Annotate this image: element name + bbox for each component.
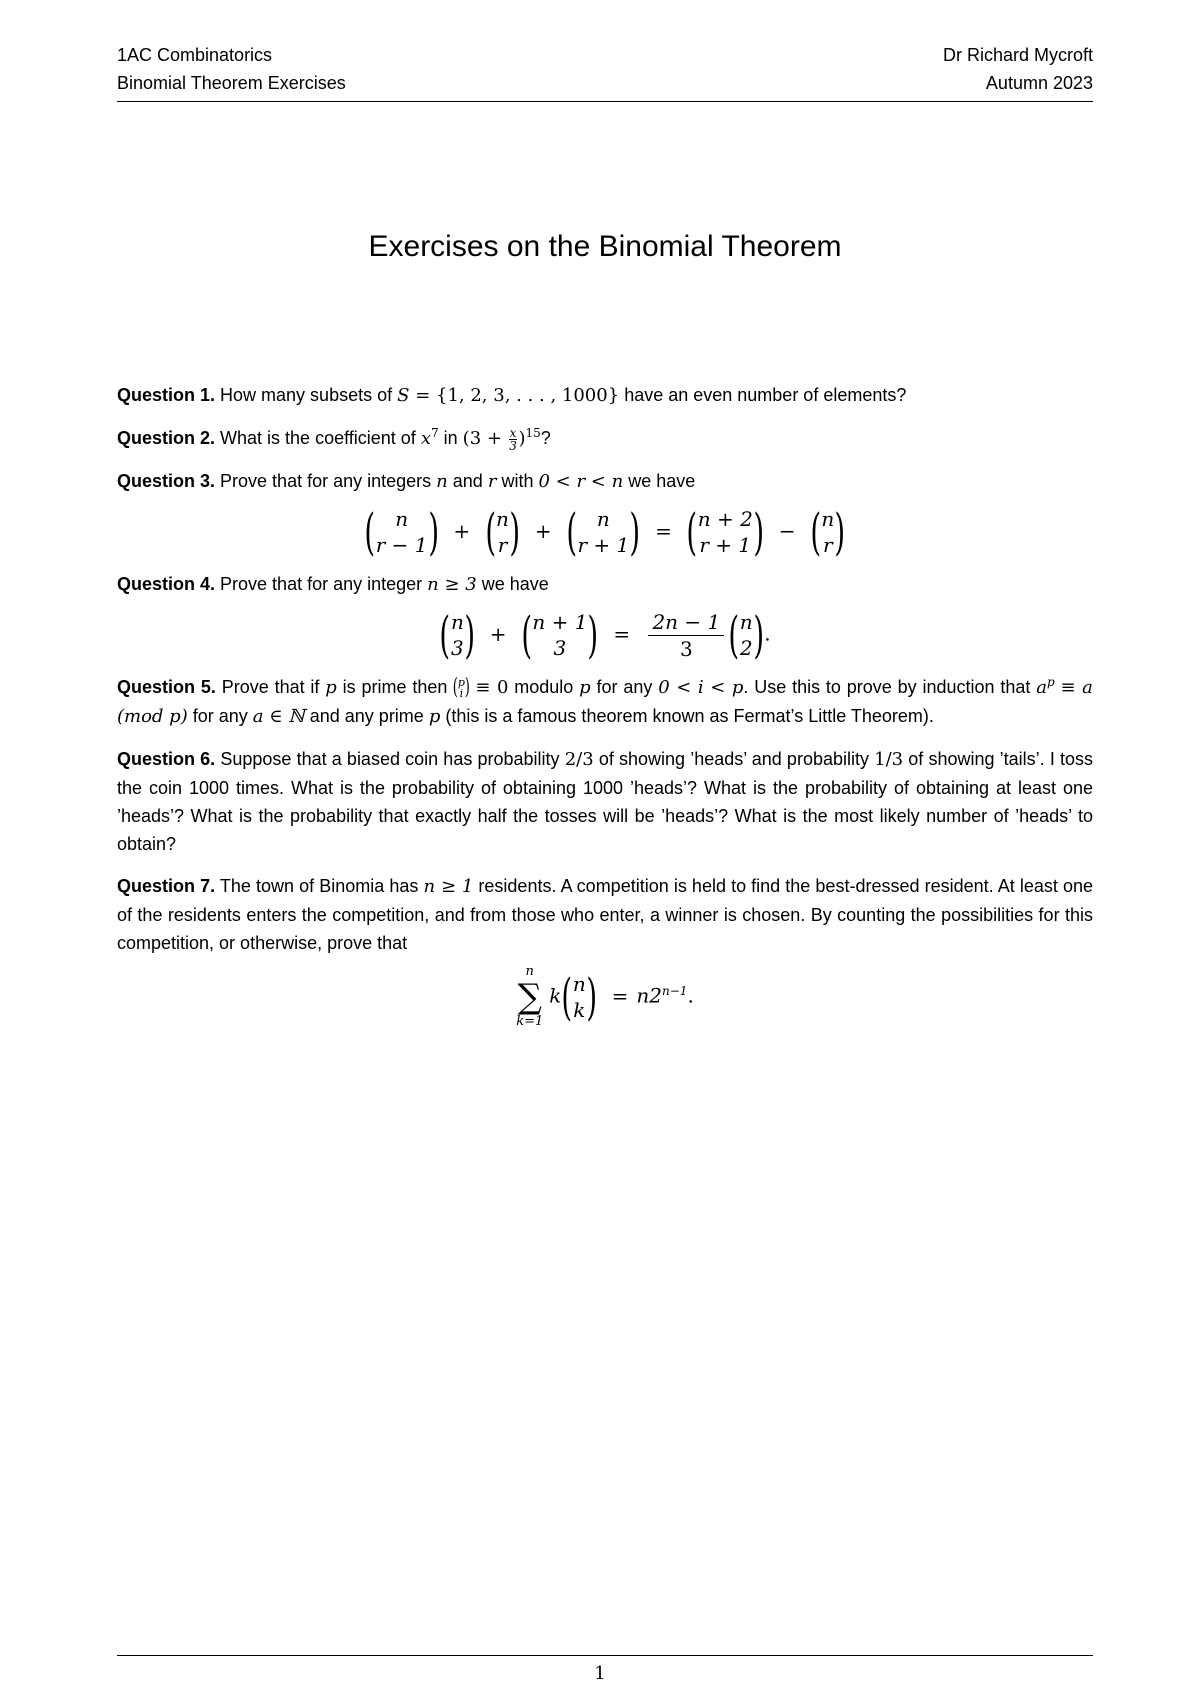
fraction — [648, 609, 724, 662]
binomial: ( n + 1 3 ) — [521, 606, 599, 664]
question-label: Question 5. — [117, 677, 216, 697]
question-text: with — [501, 471, 534, 491]
operator: = — [613, 621, 631, 646]
equation-q7 — [117, 965, 1093, 1029]
binomial-bottom: r — [497, 533, 508, 557]
sum-upper-limit: n — [525, 964, 534, 979]
math-inline: p — [579, 677, 591, 698]
question-text: Prove that for any integers — [220, 471, 432, 491]
binomial-bottom: r + 1 — [699, 533, 752, 557]
inline-fraction — [509, 427, 518, 452]
math-inline: 1/3 — [874, 749, 904, 770]
questions — [117, 381, 1093, 1039]
operator: + — [489, 621, 507, 646]
binomial-top: n — [739, 610, 753, 634]
question-5 — [117, 673, 1093, 731]
question-label: Question 3. — [117, 471, 216, 491]
operator: = — [655, 518, 672, 543]
question-label: Question 4. — [117, 574, 216, 594]
question-1 — [117, 381, 1093, 410]
question-text: The town of Binomia has — [219, 876, 419, 896]
binomial: ( n k ) — [561, 968, 597, 1026]
question-text: What is the coefficient of — [220, 428, 416, 448]
fraction-numerator: x — [509, 425, 517, 440]
math-inline: 0 < r < n — [538, 471, 624, 492]
fraction-denominator: 3 — [679, 636, 693, 661]
binomial-bottom: i — [459, 687, 464, 701]
math-inline: k — [549, 983, 562, 1008]
math-inline: n2 — [636, 983, 663, 1008]
question-label: Question 6. — [117, 749, 216, 769]
sum-symbol: ∑ — [517, 977, 542, 1017]
question-text: and any prime — [309, 706, 424, 726]
question-label: Question 7. — [117, 876, 216, 896]
question-text: of showing ’tails’. I toss the coin 1000 times. What is the probability of obtaining 1000 ’heads’? What is the probability of obtaining at least one ’heads’? What is the probability that exactly half the tosses will be ’heads’? What is the most likely number of ’heads’ to obtain? — [117, 749, 1094, 854]
question-text: Suppose that a biased coin has probability — [220, 749, 560, 769]
question-text: modulo — [514, 677, 574, 697]
binomial-top: n — [496, 507, 509, 531]
question-text: we have — [481, 574, 549, 594]
question-text: for any — [596, 677, 653, 697]
question-7 — [117, 872, 1093, 957]
question-text: Prove that for any integer — [220, 574, 423, 594]
question-label: Question 2. — [117, 428, 216, 448]
math-inline: p — [325, 677, 337, 698]
footer-rule — [117, 1655, 1093, 1656]
header-row-2 — [117, 73, 1093, 94]
question-text: we have — [628, 471, 696, 491]
operator: + — [534, 518, 552, 543]
math-inline: x — [420, 428, 431, 449]
question-text: ? — [540, 428, 551, 448]
question-text: in — [443, 428, 458, 448]
binomial-top: n — [596, 507, 610, 531]
fraction-denominator: 3 — [509, 438, 517, 453]
binomial-top: n — [395, 507, 409, 531]
math-inline: 0 < i < p — [658, 677, 744, 698]
author-name: Dr Richard Mycroft — [942, 45, 1093, 65]
binomial-top: n — [821, 507, 835, 531]
binomial: ( n r + 1 ) — [566, 503, 641, 561]
binomial-bottom: r — [822, 533, 833, 557]
math-inline: 2/3 — [564, 749, 594, 770]
math-inline: ≡ a (mod p) — [117, 677, 1093, 727]
question-text: for any — [192, 706, 248, 726]
math-inline: p — [428, 706, 441, 727]
math-inline: n ≥ 3 — [427, 574, 477, 595]
page-title: Exercises on the Binomial Theorem — [368, 230, 842, 263]
inline-binomial: ( p i ) — [452, 675, 470, 701]
math-inline: n ≥ 1 — [423, 876, 474, 897]
question-text: and — [452, 471, 483, 491]
question-text: How many subsets of — [220, 385, 393, 405]
punctuation: . — [687, 983, 694, 1008]
binomial-bottom: 2 — [739, 636, 753, 660]
math-inline: S — [397, 385, 410, 406]
question-text: (this is a famous theorem known as Fermat’s Little Theorem). — [445, 706, 934, 726]
math-superscript: 7 — [430, 426, 439, 440]
term: Autumn 2023 — [985, 73, 1093, 93]
question-text: have an even number of elements? — [624, 385, 907, 405]
math-superscript: 15 — [525, 426, 541, 440]
math-inline: n — [436, 471, 448, 492]
question-6 — [117, 745, 1093, 858]
binomial-top: n — [450, 610, 464, 634]
question-text: of showing ’heads’ and probability — [598, 749, 869, 769]
math-superscript: p — [1047, 675, 1055, 689]
math-inline: a — [1036, 677, 1047, 698]
binomial: ( n r ) — [810, 503, 846, 561]
equation-q4 — [117, 607, 1093, 663]
sum-lower-limit: k=1 — [516, 1014, 544, 1029]
question-text: . Use this to prove by induction that — [743, 677, 1031, 697]
binomial-top: n + 2 — [697, 507, 753, 531]
binomial: ( n 3 ) — [439, 606, 475, 664]
math-superscript: n−1 — [662, 983, 688, 998]
math-inline: (3 + — [462, 428, 508, 449]
question-4 — [117, 570, 1093, 599]
page-number: 1 — [594, 1663, 606, 1684]
binomial: ( n 2 ) — [728, 606, 764, 664]
header-rule — [117, 101, 1093, 102]
summation — [516, 965, 543, 1029]
math-inline: a ∈ ℕ — [252, 706, 305, 727]
punctuation: . — [764, 621, 771, 646]
operator: − — [778, 518, 796, 543]
math-inline: ≡ 0 — [475, 677, 509, 698]
question-label: Question 1. — [117, 385, 216, 405]
question-text: Prove that if — [221, 677, 320, 697]
math-inline: r — [487, 471, 497, 492]
binomial-bottom: r − 1 — [375, 533, 428, 557]
math-inline: = {1, 2, 3, . . . , 1000} — [409, 385, 620, 406]
sheet-subtitle: Binomial Theorem Exercises — [117, 73, 346, 93]
binomial-bottom: 3 — [553, 636, 567, 660]
binomial-bottom: 3 — [451, 636, 464, 660]
question-text: residents. A competition is held to find the best-dressed resident. At least one of the residents enters the competition, and from those who enter, a winner is chosen. By counting the possibilities for this competition, or otherwise, prove that — [117, 876, 1093, 953]
question-text: is prime then — [342, 677, 448, 697]
binomial-top: p — [457, 676, 465, 690]
course-name: 1AC Combinatorics — [117, 45, 273, 65]
binomial-bottom: k — [573, 998, 586, 1022]
question-3 — [117, 467, 1093, 496]
binomial: ( n r − 1 ) — [364, 503, 439, 561]
binomial-top: n — [572, 972, 586, 996]
binomial-top: n + 1 — [532, 610, 588, 634]
fraction-numerator: 2n − 1 — [648, 609, 724, 636]
equation-q3 — [117, 504, 1093, 560]
header-row-1 — [117, 45, 1093, 66]
math-inline: ) — [518, 428, 526, 449]
binomial: ( n + 2 r + 1 ) — [686, 503, 764, 561]
operator: + — [453, 518, 471, 543]
question-2 — [117, 424, 1093, 453]
binomial-bottom: r + 1 — [577, 533, 630, 557]
operator: = — [611, 983, 629, 1008]
binomial: ( n r ) — [484, 503, 521, 561]
